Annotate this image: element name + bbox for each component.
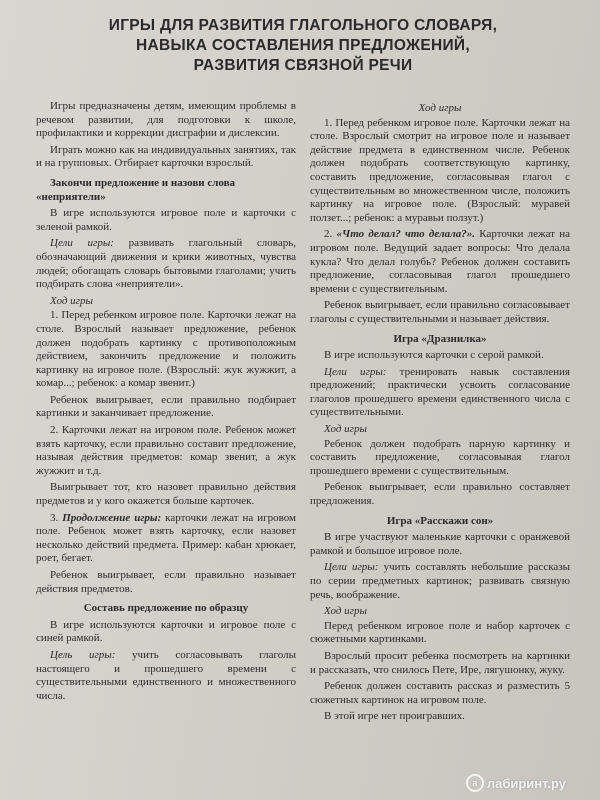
game-1-heading: Закончи предложение и назови слова «неприятели» — [36, 176, 236, 203]
game-2-step-1: 1. Перед ребенком игровое поле. Карточки лежат на столе. Взрослый смотрит на игровое поле и называет действие предмета в единственном числе. Ребенок должен подобрать соответствующую картинку, составить предложение, согласовывая глагол с существительным во множественном числе, положить картинку на игровое поле. (Взрослый: муравей ползет...; ребенок: а муравьи ползут.) — [310, 116, 570, 224]
game-3-win: Ребенок выигрывает, если правильно составляет предложения. — [310, 481, 570, 508]
step-label: Продолжение игры: — [62, 511, 162, 524]
game-3-rules: Ребенок должен подобрать парную картинку и составить предложение, согласовывая глагол прошедшего времени с существительным. — [310, 437, 570, 477]
step-text: карточки лежат на игровом поле. Ребенок может взять карточку, если назовет несколько действий предмета. Пример: кабан хрюкает, роет, бегает. — [36, 511, 297, 565]
game-3-heading: Игра «Дразнилка» — [393, 332, 487, 345]
goal-text: учить согласовывать глаголы настоящего и прошедшего времени с существительными единственного и множественного числа. — [36, 648, 297, 702]
game-3-course-heading: Ход игры — [324, 423, 367, 436]
game-1-step-1: 1. Перед ребенком игровое поле. Карточки лежат на столе. Взрослый называет предложение, ребенок должен подобрать картинку с противоположным действием, закончить предложение и положить картинку на игровое поле. (Взрослый: жук жужжит, а комар...; ребенок: а комар звенит.) — [36, 309, 296, 390]
game-4-materials: В игре участвуют маленькие карточки с оранжевой рамкой и большое игровое поле. — [310, 531, 570, 557]
game-1-step-3 — [36, 512, 296, 566]
game-4-task: Взрослый просит ребенка посмотреть на картинки и рассказать, что снилось Пете, Ире, лягушонку, жуку. — [310, 649, 570, 676]
game-1-materials: В игре используются игровое поле и карточки с зеленой рамкой. — [36, 207, 296, 233]
game-2-goal — [36, 649, 296, 703]
labirint-logo-icon: а — [466, 774, 484, 792]
game-1-course-heading: Ход игры — [50, 294, 93, 307]
page-title — [36, 16, 570, 76]
step-label: «Что делал? что делала?». — [336, 228, 476, 241]
game-4-setup: Перед ребенком игровое поле и набор карточек с сюжетными картинками. — [310, 619, 570, 646]
game-4-note: В этой игре нет проигравших. — [324, 710, 465, 723]
watermark-logo — [466, 774, 566, 792]
right-column — [310, 100, 570, 727]
game-1-goals — [36, 237, 296, 291]
step-number: 2. — [324, 228, 337, 241]
game-1-step-2: 2. Карточки лежат на игровом поле. Ребенок может взять карточку, если правильно составит предложение, называя действия предметов: комар звенит, а жук жужжит и т.д. — [36, 424, 296, 477]
game-2-materials: В игре используются карточки и игровое поле с синей рамкой. — [36, 618, 296, 645]
goals-text: развивать глагольный словарь, обозначающий движения и крики животных, чувства людей; обогащать словарь бытовыми глаголами; учить подбирать слова «неприятели». — [36, 237, 296, 291]
intro-paragraph-1: Игры предназначены детям, имеющим проблемы в речевом развитии, для подготовки к школе, профилактики и коррекции дисграфии и дислексии. — [36, 100, 296, 140]
step-text: Карточки лежат на игровом поле. Ведущий задает вопросы: Что делала кукла? Что делал голубь? Ребенок должен составить предложение, согласовывая глагол прошедшего времени с существительным. — [310, 228, 570, 295]
goals-label: Цели игры: — [324, 365, 387, 378]
game-3-goals — [310, 366, 570, 420]
title-line-3: РАЗВИТИЯ СВЯЗНОЙ РЕЧИ — [193, 57, 413, 74]
game-4-course-heading: Ход игры — [324, 605, 367, 618]
title-line-1: ИГРЫ ДЛЯ РАЗВИТИЯ ГЛАГОЛЬНОГО СЛОВАРЯ, — [108, 17, 498, 34]
goals-label: Цели игры: — [50, 237, 114, 250]
game-1-win-2: Выигрывает тот, кто назовет правильно действия предметов и у кого окажется больше карточек. — [36, 481, 296, 508]
step-number: 3. — [50, 511, 63, 524]
game-4-rules: Ребенок должен составить рассказ и разместить 5 сюжетных картинок на игровом поле. — [310, 680, 570, 706]
game-1-win-1: Ребенок выигрывает, если правильно подбирает картинки и заканчивает предложение. — [36, 393, 296, 420]
game-2-heading: Составь предложение по образцу — [83, 602, 249, 615]
watermark-text: лабиринт.ру — [486, 775, 566, 791]
text-columns — [36, 100, 570, 727]
game-2-course-heading: Ход игры — [418, 102, 462, 114]
goals-label: Цели игры: — [324, 561, 379, 574]
goal-label: Цель игры: — [50, 648, 116, 661]
game-2-step-2 — [310, 228, 570, 296]
game-3-materials: В игре используются карточки с серой рамкой. — [324, 349, 544, 362]
title-line-2: НАВЫКА СОСТАВЛЕНИЯ ПРЕДЛОЖЕНИЙ, — [136, 37, 470, 54]
game-1-win-3: Ребенок выигрывает, если правильно называет действия предметов. — [36, 569, 296, 595]
game-4-goals — [310, 561, 570, 602]
goals-text: учить составлять небольшие рассказы по серии предметных картинок; развивать связную речь, воображение. — [310, 561, 570, 601]
game-4-heading: Игра «Расскажи сон» — [386, 514, 494, 527]
intro-paragraph-2: Играть можно как на индивидуальных занятиях, так и на групповых. Отбирает карточки взрослый. — [36, 143, 296, 170]
game-2-win: Ребенок выигрывает, если правильно согласовывает глаголы с существительными и называет действия. — [310, 299, 570, 325]
left-column — [36, 100, 296, 727]
goals-text: тренировать навык составления предложений; практически усвоить согласование глаголов прошедшего времени единственного числа с существительными. — [310, 365, 570, 419]
